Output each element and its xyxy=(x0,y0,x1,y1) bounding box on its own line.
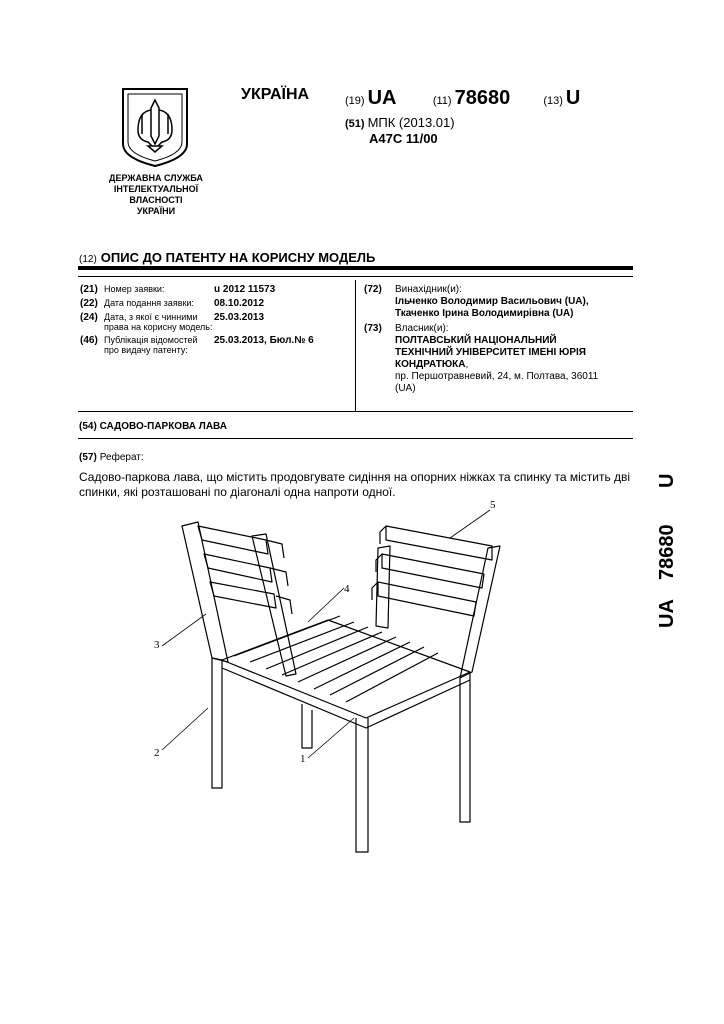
owner-block xyxy=(364,323,629,395)
side-label-kind: U xyxy=(656,473,678,488)
office-line: ІНТЕЛЕКТУАЛЬНОЇ xyxy=(113,184,199,194)
side-label-prefix: UA xyxy=(656,599,678,628)
patent-number: 78680 xyxy=(454,87,511,109)
biblio-row xyxy=(80,312,350,332)
inventors-owners xyxy=(364,284,629,398)
biblio-label: Публікація відомостей про видачу патенту: xyxy=(104,335,198,355)
biblio-label: Номер заявки: xyxy=(104,284,165,294)
patent-kind: U xyxy=(565,87,581,109)
owner-name-line: ТЕХНІЧНИЙ УНІВЕРСИТЕТ ІМЕНІ ЮРІЯ xyxy=(395,347,586,358)
inventor-name: Ільченко Володимир Васильович (UA), xyxy=(395,296,589,307)
figure-label: 1 xyxy=(300,753,306,765)
code-12: (12) xyxy=(79,254,97,265)
biblio-value: 25.03.2013, Бюл.№ 6 xyxy=(214,335,314,346)
inventors-label: Винахідник(и): xyxy=(395,284,462,295)
code-57: (57) xyxy=(79,452,97,463)
figure-label: 5 xyxy=(490,499,496,511)
ipc-class: A47C 11/00 xyxy=(369,131,438,146)
table-bottom-divider xyxy=(78,411,633,412)
code-54: (54) xyxy=(79,421,97,432)
owner-name-line: КОНДРАТЮКА xyxy=(395,359,466,370)
code-11: (11) xyxy=(432,95,452,107)
biblio-code: (46) xyxy=(80,335,98,346)
biblio-row xyxy=(80,335,350,355)
document-title xyxy=(79,250,375,265)
code-51: (51) xyxy=(345,118,365,130)
code-73: (73) xyxy=(364,323,382,334)
office-line: ВЛАСНОСТІ xyxy=(129,195,183,205)
document-title-text: ОПИС ДО ПАТЕНТУ НА КОРИСНУ МОДЕЛЬ xyxy=(100,250,376,265)
code-19: (19) xyxy=(345,95,365,107)
owner-address-line: пр. Першотравневий, 24, м. Полтава, 36011 xyxy=(395,371,599,382)
office-line: ДЕРЖАВНА СЛУЖБА xyxy=(109,173,203,183)
biblio-value: u 2012 11573 xyxy=(214,284,276,295)
ipc-label xyxy=(345,115,455,130)
biblio-value: 08.10.2012 xyxy=(214,298,265,309)
coat-of-arms-icon xyxy=(120,86,190,168)
code-72: (72) xyxy=(364,284,382,295)
country-name: УКРАЇНА xyxy=(241,86,310,103)
owner-name-line: ПОЛТАВСЬКИЙ НАЦІОНАЛЬНИЙ xyxy=(395,335,557,346)
invention-title xyxy=(79,421,227,432)
inventors-block xyxy=(364,284,629,320)
invention-title-divider xyxy=(78,438,633,439)
ipc-version: МПК (2013.01) xyxy=(367,115,455,130)
figure-label: 3 xyxy=(154,639,160,651)
side-patent-label xyxy=(647,470,683,630)
title-divider xyxy=(78,266,633,270)
abstract-label: Реферат: xyxy=(99,452,144,463)
country-code: UA xyxy=(367,87,396,109)
issuing-office xyxy=(96,173,216,217)
biblio-label: Дата подання заявки: xyxy=(104,298,194,308)
figure-label: 4 xyxy=(344,583,350,595)
owner-label: Власник(и): xyxy=(395,323,449,334)
patent-codes xyxy=(345,87,580,110)
biblio-code: (21) xyxy=(80,284,98,295)
column-divider xyxy=(355,280,356,411)
side-label-number: 78680 xyxy=(656,524,678,580)
biblio-code: (24) xyxy=(80,312,98,323)
figure-label: 2 xyxy=(154,747,160,759)
biblio-row xyxy=(80,298,350,309)
office-line: УКРАЇНИ xyxy=(136,206,176,216)
bibliographic-data xyxy=(80,284,350,358)
bench-figure xyxy=(140,496,510,856)
biblio-row xyxy=(80,284,350,295)
abstract-heading xyxy=(79,452,144,463)
invention-title-text: САДОВО-ПАРКОВА ЛАВА xyxy=(99,421,227,432)
abstract-text: Садово-паркова лава, що містить продовгувате сидіння на опорних ніжках та спинку та містить дві спинки, які розташовані по діагоналі одна напроти одної. xyxy=(79,470,631,499)
biblio-label: Дата, з якої є чинними права на корисну модель: xyxy=(104,312,213,332)
owner-name-comma: , xyxy=(465,359,469,370)
inventor-name: Ткаченко Ірина Володимирівна (UA) xyxy=(395,308,574,319)
table-top-divider xyxy=(78,276,633,277)
owner-address-line: (UA) xyxy=(395,383,416,394)
biblio-value: 25.03.2013 xyxy=(214,312,265,323)
biblio-code: (22) xyxy=(80,298,98,309)
code-13: (13) xyxy=(543,95,563,107)
